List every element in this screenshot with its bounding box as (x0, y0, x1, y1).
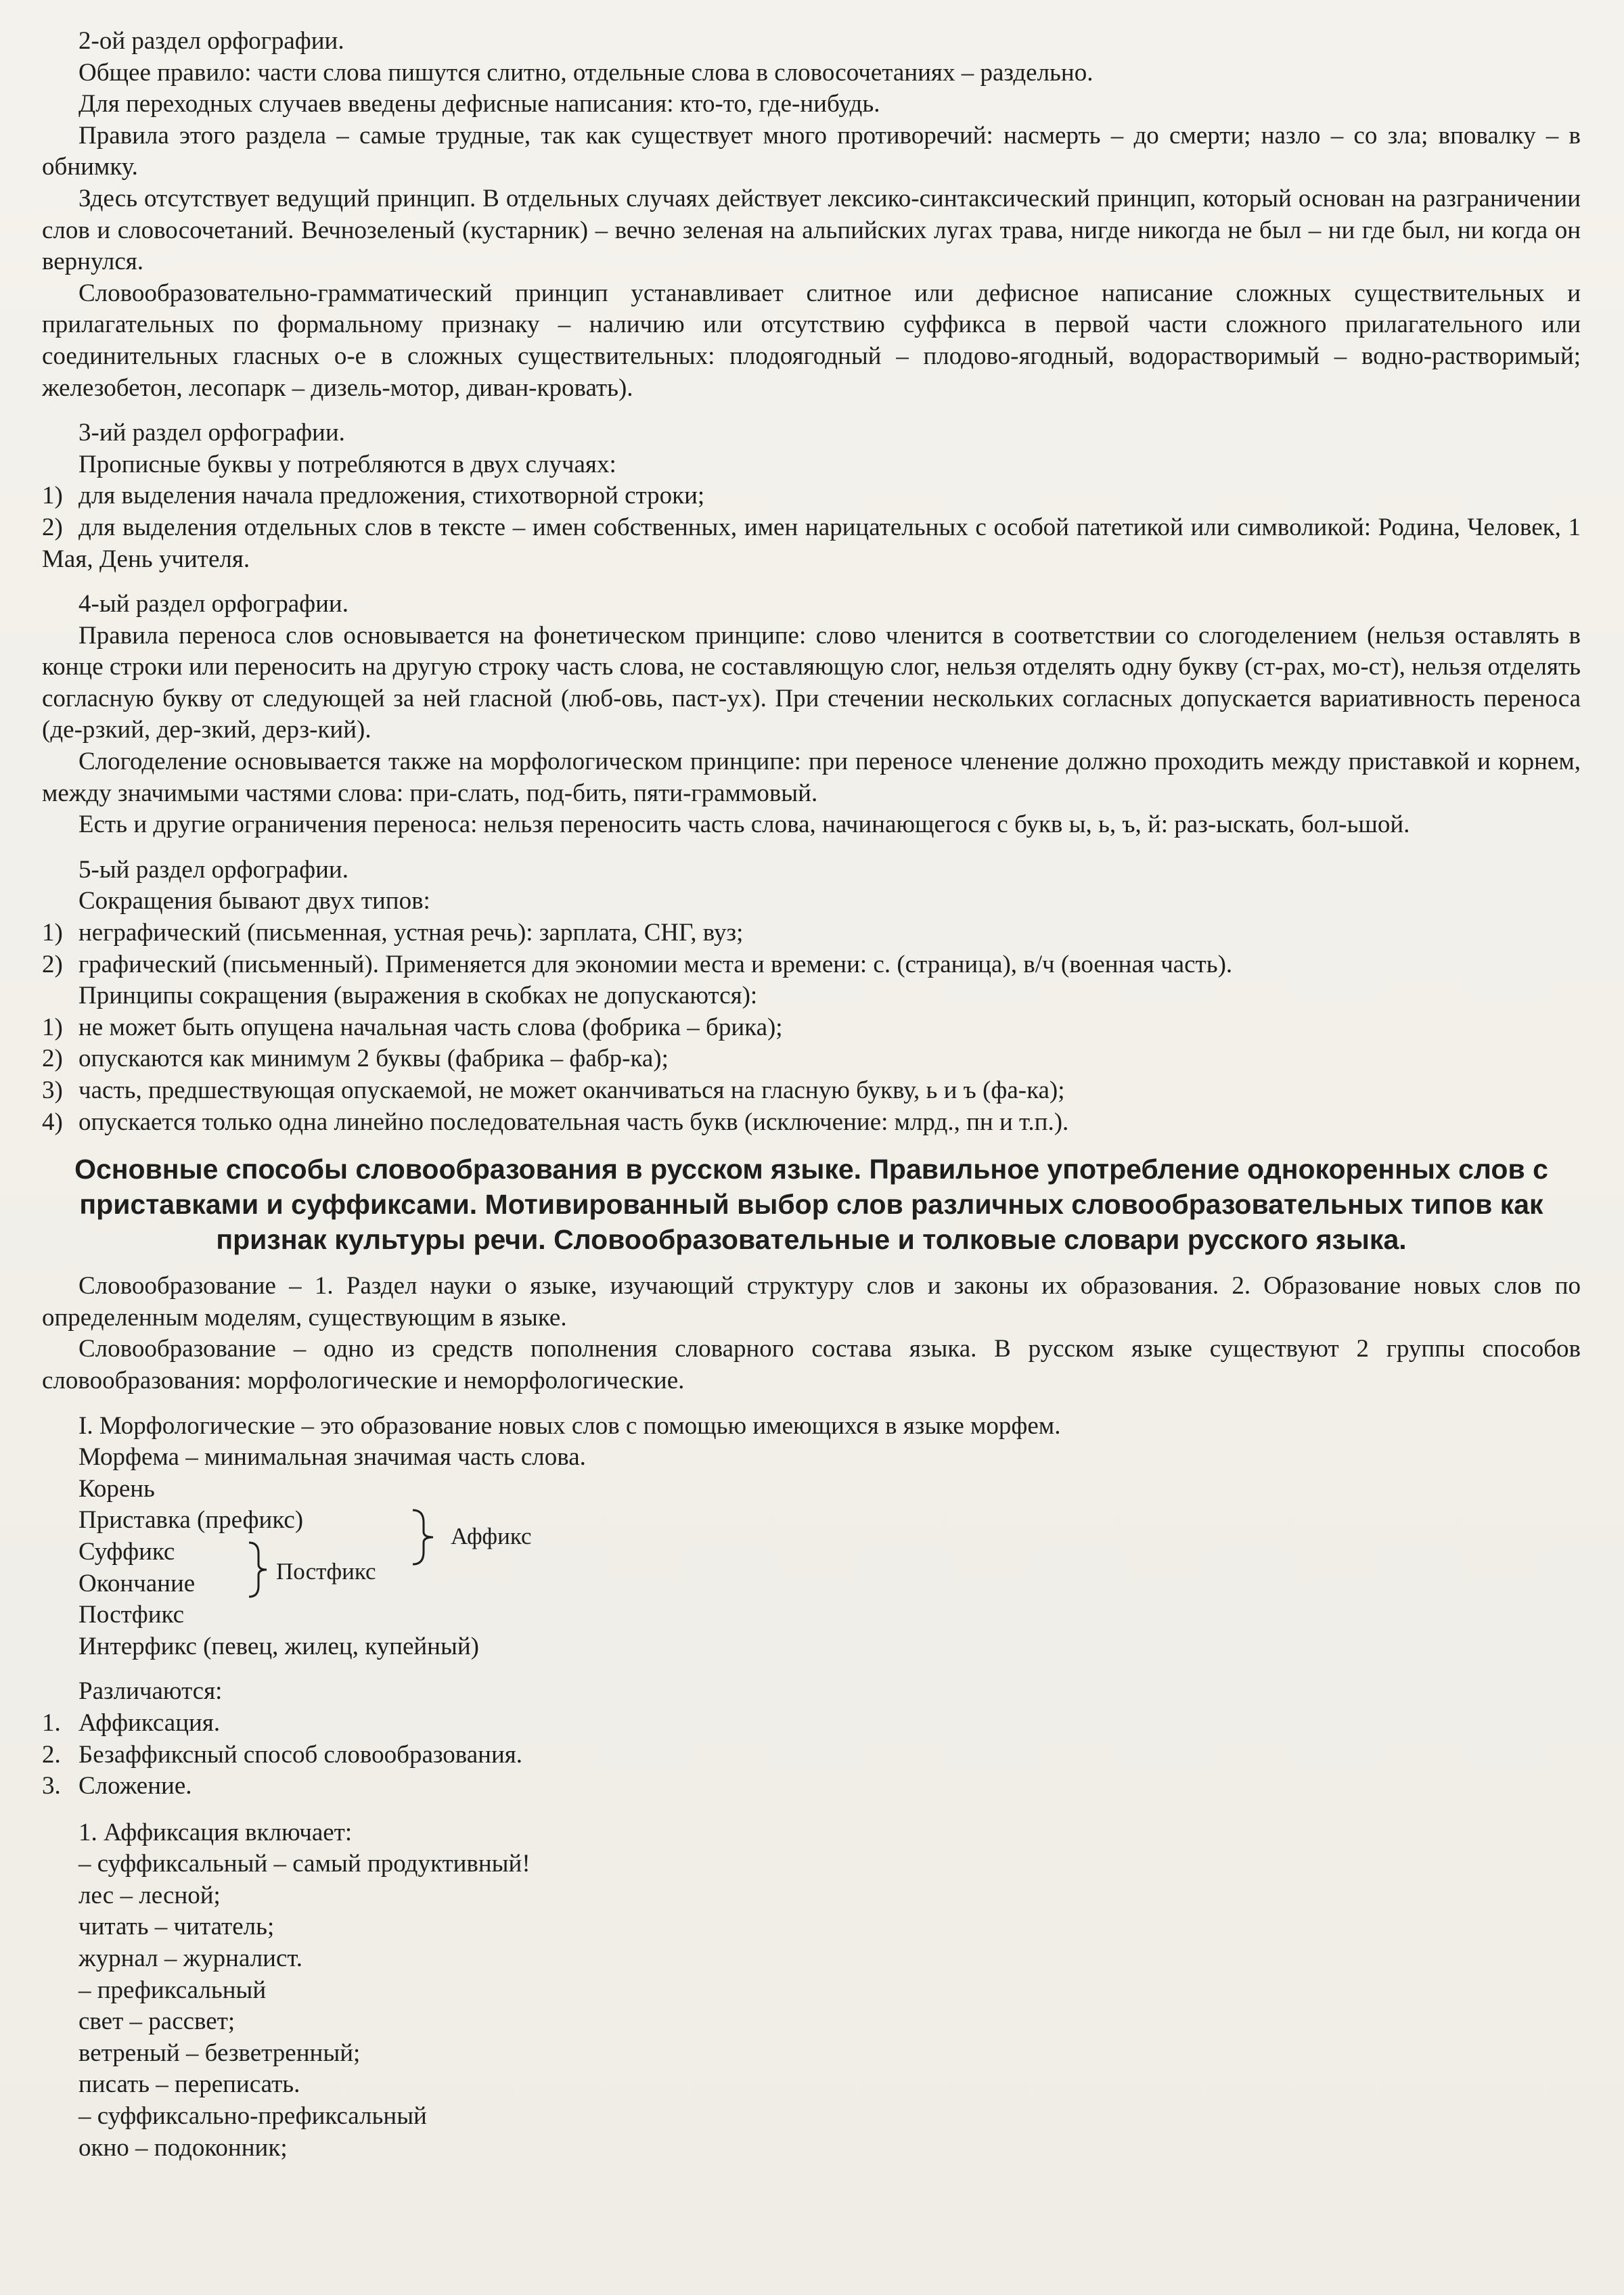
section-title: 2-ой раздел орфографии. (78, 27, 344, 55)
paragraph: I. Морфологические – это образование новых слов с помощью имеющихся в языке морфем. (78, 1411, 1061, 1440)
list-item (42, 1012, 1581, 1044)
list-number: 1. (42, 1708, 61, 1737)
morpheme-item: Постфикс (78, 1601, 184, 1629)
list-number: 2) (42, 950, 63, 978)
list-number: 2) (42, 513, 63, 541)
list-text: часть, предшествующая опускаемой, не может оканчиваться на гласную букву, ь и ъ (фа-ка); (78, 1076, 1065, 1104)
example-line: – префиксальный (78, 1976, 267, 2004)
list-number: 1) (42, 482, 63, 510)
list-text: Сложение. (78, 1772, 192, 1800)
list-text: не может быть опущена начальная часть слова (фобрика – брика); (78, 1013, 783, 1041)
postfix-brace (246, 1541, 269, 1598)
list-number: 2) (42, 1045, 63, 1073)
section-title: 5-ый раздел орфографии. (78, 855, 348, 884)
list-item (42, 1708, 1581, 1740)
list-item (42, 1043, 1581, 1075)
list-text: неграфический (письменная, устная речь): зарплата, СНГ, вуз; (78, 919, 744, 947)
morpheme-item: Окончание (78, 1569, 196, 1597)
list-text: Аффиксация. (78, 1708, 221, 1737)
morpheme-diagram (78, 1474, 1581, 1663)
list-item (42, 480, 1581, 512)
affixation-block (78, 1817, 1581, 2164)
paragraph: Правила этого раздела – самые трудные, так как существует много противоречий: насмерть – до смерти; назло – со зла; вповалку – в обнимку. (42, 121, 1581, 181)
list-item (42, 917, 1581, 949)
paragraph: Правила переноса слов основывается на фонетическом принципе: слово членится в соответствии со слогоделением (нельзя оставлять в конце строки или переносить на другую строку часть слова, не составляющую слог, нельзя отделять одну букву (ст-рах, мо-ст), нельзя отделять согласную букву от следующей за ней гласной (люб-овь, паст-ух). При стечении нескольких согласных допускается вариативность переноса (де-рзкий, дер-зкий, дерз-кий). (42, 621, 1581, 744)
paragraph: Принципы сокращения (выражения в скобках не допускаются): (78, 982, 758, 1010)
morpheme-item: Приставка (префикс) (78, 1506, 304, 1535)
morpheme-item: Суффикс (78, 1537, 175, 1566)
subsection-title: 1. Аффиксация включает: (78, 1818, 353, 1846)
paragraph: Слогоделение основывается также на морфологическом принципе: при переносе членение должно проходить между приставкой и корнем, между значимыми частями слова: при-слать, под-бить, пяти-граммовый. (42, 748, 1581, 807)
list-item (42, 949, 1581, 981)
example-line: читать – читатель; (78, 1913, 275, 1941)
example-line: – суффиксальный – самый продуктивный! (78, 1850, 531, 1878)
list-item (42, 1107, 1581, 1139)
paragraph: Есть и другие ограничения переноса: нельзя переносить часть слова, начинающегося с букв ы, ь, ъ, й: раз-ыскать, бол-ьшой. (78, 811, 1410, 839)
paragraph: Прописные буквы у потребляются в двух случаях: (78, 450, 616, 478)
list-number: 1) (42, 1013, 63, 1041)
example-line: лес – лесной; (78, 1881, 221, 1909)
chapter-heading: Основные способы словообразования в русском языке. Правильное употребление однокоренных слов с приставками и суффиксами. Мотивированный выбор слов различных словообразовательных типов как признак культуры речи. Словообразовательные и толковые словари русского языка. (74, 1154, 1548, 1256)
section-title: 4-ый раздел орфографии. (78, 590, 348, 618)
example-line: свет – рассвет; (78, 2007, 235, 2036)
paragraph: Для переходных случаев введены дефисные написания: кто-то, где-нибудь. (78, 90, 880, 118)
paragraph: Различаются: (78, 1677, 223, 1706)
paragraph: Словообразование – 1. Раздел науки о языке, изучающий структуру слов и законы их образования. 2. Образование новых слов по определенным моделям, существующим в языке. (42, 1272, 1581, 1332)
affix-label: Аффикс (451, 1522, 532, 1549)
list-text: для выделения начала предложения, стихотворной строки; (78, 482, 705, 510)
affix-brace (410, 1509, 437, 1566)
list-item (42, 1075, 1581, 1107)
list-number: 1) (42, 919, 63, 947)
list-number: 4) (42, 1108, 63, 1136)
list-text: опускаются как минимум 2 буквы (фабрика – фабр-ка); (78, 1045, 669, 1073)
postfix-label: Постфикс (276, 1558, 376, 1585)
morpheme-item: Интерфикс (певец, жилец, купейный) (78, 1632, 479, 1660)
list-item (42, 1771, 1581, 1802)
list-text: опускается только одна линейно последовательная часть букв (исключение: млрд., пн и т.п.). (78, 1108, 1069, 1136)
paragraph: Общее правило: части слова пишутся слитно, отдельные слова в словосочетаниях – раздельно. (78, 58, 1093, 87)
example-line: писать – переписать. (78, 2070, 300, 2099)
paragraph: Словообразовательно-грамматический принцип устанавливает слитное или дефисное написание сложных существительных и прилагательных по формальному признаку – наличию или отсутствию суффикса в первой части сложного прилагательного или соединительных гласных о-е в сложных существительных: плодоягодный – плодово-ягодный, водорастворимый – водно-растворимый; железобетон, лесопарк – дизель-мотор, диван-кровать). (42, 279, 1581, 402)
morpheme-item: Корень (78, 1474, 155, 1503)
list-text: Безаффиксный способ словообразования. (78, 1740, 523, 1769)
paragraph: Словообразование – одно из средств пополнения словарного состава языка. В русском языке существуют 2 группы способов словообразования: морфологические и неморфологические. (42, 1335, 1581, 1394)
section-title: 3-ий раздел орфографии. (78, 419, 345, 447)
paragraph: Сокращения бывают двух типов: (78, 887, 430, 915)
example-line: окно – подоконник; (78, 2133, 288, 2162)
example-line: ветреный – безветренный; (78, 2039, 361, 2067)
list-number: 3. (42, 1772, 61, 1800)
list-number: 3) (42, 1076, 63, 1104)
list-number: 2. (42, 1740, 61, 1769)
example-line: – суффиксально-префиксальный (78, 2102, 427, 2131)
paragraph: Здесь отсутствует ведущий принцип. В отдельных случаях действует лексико-синтаксический принцип, который основан на разграничении слов и словосочетаний. Вечнозеленый (кустарник) – вечно зеленая на альпийских лугах трава, нигде никогда не был – ни где был, ни когда он вернулся. (42, 184, 1581, 276)
paragraph: Морфема – минимальная значимая часть слова. (78, 1443, 586, 1472)
list-text: для выделения отдельных слов в тексте – имен собственных, имен нарицательных с особой патетикой или символикой: Родина, Человек, 1 Мая, День учителя. (42, 513, 1581, 573)
list-item (42, 512, 1581, 575)
list-item (42, 1740, 1581, 1771)
list-text: графический (письменный). Применяется для экономии места и времени: с. (страница), в/ч (военная часть). (78, 950, 1233, 978)
example-line: журнал – журналист. (78, 1945, 303, 1973)
